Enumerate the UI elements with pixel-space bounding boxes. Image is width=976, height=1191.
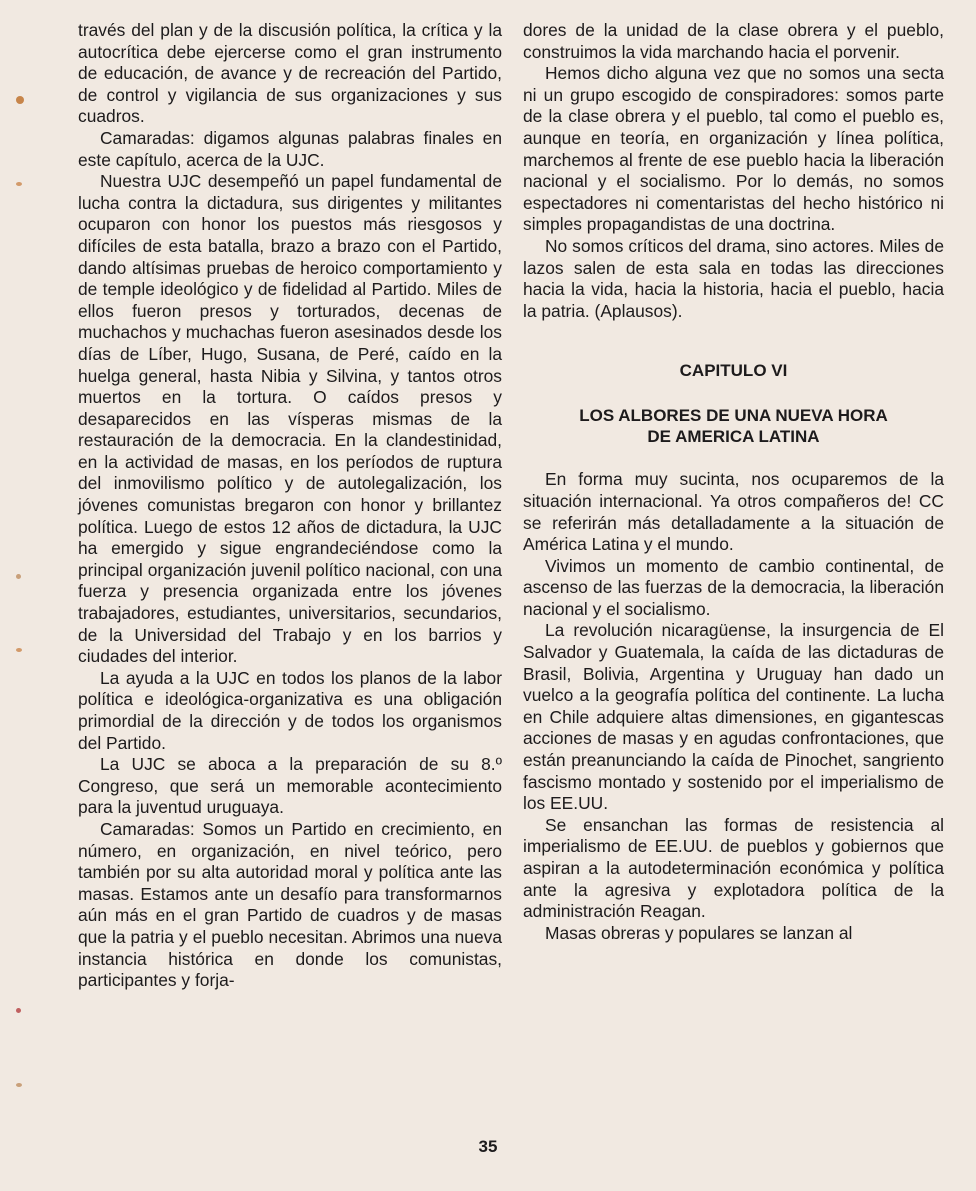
page-number: 35: [478, 1137, 498, 1156]
chapter-title-line: LOS ALBORES DE UNA NUEVA HORA: [579, 406, 888, 426]
chapter-title-line: DE AMERICA LATINA: [647, 427, 820, 447]
right-column: [523, 20, 944, 944]
margin-mark: [16, 96, 24, 104]
paragraph: Vivimos un momento de cambio continental, de ascenso de las fuerzas de la democracia, la liberación nacional y el socialismo.: [523, 555, 944, 619]
paragraph: No somos críticos del drama, sino actores. Miles de lazos salen de esta sala en todas las direcciones hacia la vida, hacia la historia, hacia el pueblo, hacia la patria. (Aplausos).: [523, 235, 944, 321]
left-column: [78, 20, 502, 992]
paragraph: La revolución nicaragüense, la insurgencia de El Salvador y Guatemala, la caída de las dictaduras de Brasil, Bolivia, Argentina y Uruguay han dado un vuelco a la geografía política del continente. La lucha en Chile adquiere altas dimensiones, en gigantescas acciones de masas y en agudas confrontaciones, que están preanunciando la caída de Pinochet, sangriento fascismo montado y sostenido por el imperialismo de los EE.UU.: [523, 620, 944, 814]
paragraph: En forma muy sucinta, nos ocuparemos de la situación internacional. Ya otros compañeros de! CC se referirán más detalladamente a la situación de América Latina y el mundo.: [523, 469, 944, 555]
margin-mark: [16, 1008, 21, 1013]
paragraph: Nuestra UJC desempeñó un papel fundamental de lucha contra la dictadura, sus dirigentes y militantes ocuparon con honor los puestos más riesgosos y difíciles de esta batalla, brazo a brazo con el Partido, dando altísimas pruebas de heroico comportamiento y de temple ideológico y de fidelidad al Partido. Miles de ellos fueron presos y torturados, decenas de muchachos y muchachas fueron asesinados desde los días de Líber, Hugo, Susana, de Peré, caído en la huelga general, hasta Nibia y Silvina, y tantos otros muertos en la tortura. O caídos presos y desaparecidos en las vísperas mismas de la restauración de la democracia. En la clandestinidad, en la actividad de masas, en los períodos de ruptura del inmovilismo político y de autolegalización, los jóvenes comunistas bregaron con honor y brillantez política. Luego de estos 12 años de dictadura, la UJC ha emergido y sigue engrandeciéndose como la principal organización juvenil político nacional, con una fuerza y presencia organizada entre los jóvenes trabajadores, estudiantes, universitarios, secundarios, de la Universidad del Trabajo y en los barrios y ciudades del interior.: [78, 171, 502, 667]
paragraph: La ayuda a la UJC en todos los planos de la labor política e ideológica-organizativa es una obligación primordial de la dirección y de todos los organismos del Partido.: [78, 667, 502, 753]
margin-mark: [16, 1083, 22, 1087]
paragraph: Se ensanchan las formas de resistencia al imperialismo de EE.UU. de pueblos y gobiernos que aspiran a la autodeterminación económica y política ante la agresiva y explotadora política de la administración Reagan.: [523, 814, 944, 922]
chapter-title: [523, 405, 944, 447]
paragraph: través del plan y de la discusión política, la crítica y la autocrítica debe ejercerse como el gran instrumento de educación, de avance y de recreación del Partido, de control y vigilancia de sus organizaciones y sus cuadros.: [78, 20, 502, 127]
margin-mark: [16, 648, 22, 652]
paragraph: Camaradas: digamos algunas palabras finales en este capítulo, acerca de la UJC.: [78, 127, 502, 170]
paragraph: La UJC se aboca a la preparación de su 8.º Congreso, que será un memorable acontecimiento para la juventud uruguaya.: [78, 754, 502, 818]
paragraph: Hemos dicho alguna vez que no somos una secta ni un grupo escogido de conspiradores: somos parte de la clase obrera y el pueblo, tal como el pueblo es, aunque en teoría, en organización y línea política, marchemos al frente de ese pueblo hacia la liberación nacional y el socialismo. Por lo demás, no somos espectadores ni comentaristas del hecho histórico ni simples propagandistas de una doctrina.: [523, 63, 944, 235]
chapter-heading: CAPITULO VI: [679, 361, 788, 381]
paragraph: Camaradas: Somos un Partido en crecimiento, en número, en organización, en nivel teórico, pero también por su alta autoridad moral y política ante las masas. Estamos ante un desafío para transformarnos aún más en el gran Partido de cuadros y de masas que la patria y el pueblo necesitan. Abrimos una nueva instancia histórica en donde los comunistas, participantes y forja-: [78, 818, 502, 991]
margin-mark: [16, 182, 22, 186]
paragraph: dores de la unidad de la clase obrera y el pueblo, construimos la vida marchando hacia el porvenir.: [523, 20, 944, 62]
paragraph: Masas obreras y populares se lanzan al: [545, 922, 853, 943]
margin-mark: [16, 574, 21, 579]
